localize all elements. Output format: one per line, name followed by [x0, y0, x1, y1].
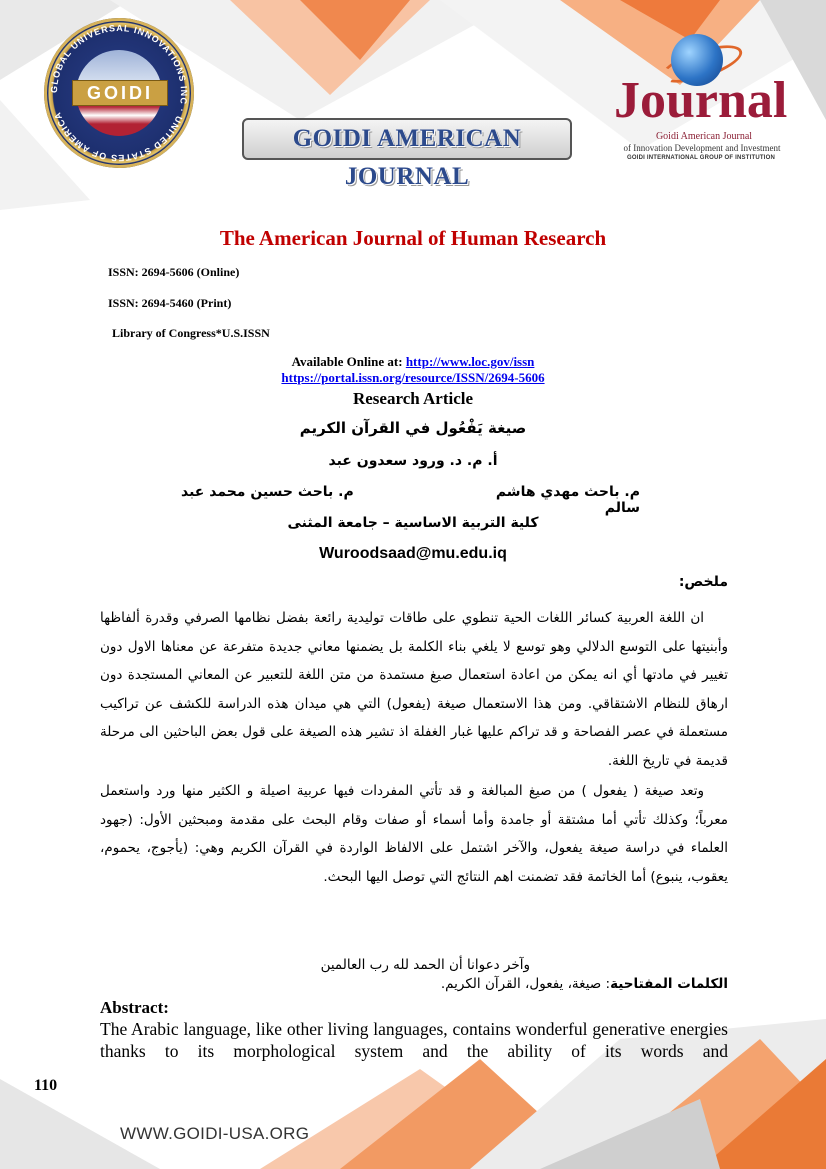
portal-line [0, 370, 826, 386]
keywords-text: : صيغة، يفعول، القرآن الكريم. [440, 976, 611, 992]
seal-goidi-text: GOIDI [72, 80, 168, 106]
article-type: Research Article [352, 389, 474, 408]
page-number: 110 [34, 1077, 58, 1094]
issn-print: ISSN: 2694-5460 (Print) [108, 296, 232, 310]
keywords-line [300, 976, 728, 992]
library-of-congress: Library of Congress*U.S.ISSN [112, 326, 270, 340]
journal-logo-sub1: Goidi American Journal [655, 131, 753, 142]
keywords-label: الكلمات المفتاحية [610, 976, 728, 992]
goidi-seal-logo [44, 18, 194, 168]
arabic-abstract-body [100, 604, 728, 891]
author-left: م. باحث حسين محمد عبد [181, 484, 354, 500]
journal-title: The American Journal of Human Research [219, 226, 607, 250]
arabic-title: صيغة يَفْعُول في القرآن الكريم [299, 419, 527, 437]
author-email: Wuroodsaad@mu.edu.iq [319, 545, 507, 562]
svg-text:GLOBAL UNIVERSAL INNOVATIONS I: GLOBAL UNIVERSAL INNOVATIONS INC · UNITED STATES OF AMERICA [48, 22, 190, 164]
journal-logo-word: Journal [614, 72, 788, 129]
abstract-paragraph-1: ان اللغة العربية كسائر اللغات الحية تنطوي على طاقات توليدية رائعة بفضل نظامها الصرفي وقدرة ألفاظها وأبنيتها على التوسع الدلالي وهو توسع لا يلغي بناء الكلمة بل يضمنها معاني جديدة متفرعة عن معناها الاول دون تغيير في مادتها أي انه يمكن من اعادة استعمال صيغ مستمدة من متن اللغة للتعبير عن المعاني المستجدة دون ارهاق للنظام الاشتقاقي. ومن هذا الاستعمال صيغة (يفعول) التي هي ميدان هذه الدراسة للكشف عن تراكيب مستعملة في عصر الفصاحة و قد تراكم عليها غبار الغفلة اذ تشير هذه الصيغة على قول بعض الباحثين الى مرحلة قديمة في تاريخ اللغة. [100, 610, 728, 769]
abstract-text: The Arabic language, like other living languages, contains wonderful generative energies thanks to its morphological system and the ability of its words and [100, 1019, 728, 1061]
portal-link[interactable]: https://portal.issn.org/resource/ISSN/2694-5606 [281, 370, 545, 385]
journal-logo-sub3: GOIDI INTERNATIONAL GROUP OF INSTITUTION [626, 155, 775, 161]
loc-link[interactable]: http://www.loc.gov/issn [405, 354, 535, 369]
available-label: Available Online at: [291, 354, 406, 369]
closing-line: وآخر دعوانا أن الحمد لله رب العالمين [320, 957, 530, 973]
journal-logo-sub2: of Innovation Development and Investment [623, 143, 781, 153]
available-online-line [0, 354, 826, 370]
banner-text: GOIDI AMERICAN JOURNAL [292, 125, 522, 190]
abstract-heading: Abstract: [100, 998, 169, 1017]
author-right: م. باحث مهدي هاشم سالم [495, 484, 640, 516]
issn-online: ISSN: 2694-5606 (Online) [108, 265, 240, 279]
affiliation: كلية التربية الاساسية – جامعة المثنى [287, 515, 539, 531]
website-url: WWW.GOIDI-USA.ORG [120, 1124, 310, 1143]
summary-label: ملخص: [678, 574, 728, 590]
abstract-paragraph-2: وتعد صيغة ( يفعول ) من صيغ المبالغة و قد تأتي المفردات فيها عربية اصيلة و الكثير منها ورد واستعمل معرباً؛ وكذلك تأتي أما مشتقة أو جامدة وأما أسماء أو صفات وقام البحث على مقدمة ومبحثين الأول: (جهود العلماء في دراسة صيغة يفعول، والآخر اشتمل على الالفاظ الواردة في القرآن الكريم وهي: (يأجوج، يحموم، يعقوب، ينبوع) أما الخاتمة فقد تضمنت اهم النتائج التي توصل اليها البحث. [100, 783, 728, 885]
author-main: أ. م. د. ورود سعدون عبد [328, 453, 498, 469]
journal-banner [242, 118, 572, 190]
